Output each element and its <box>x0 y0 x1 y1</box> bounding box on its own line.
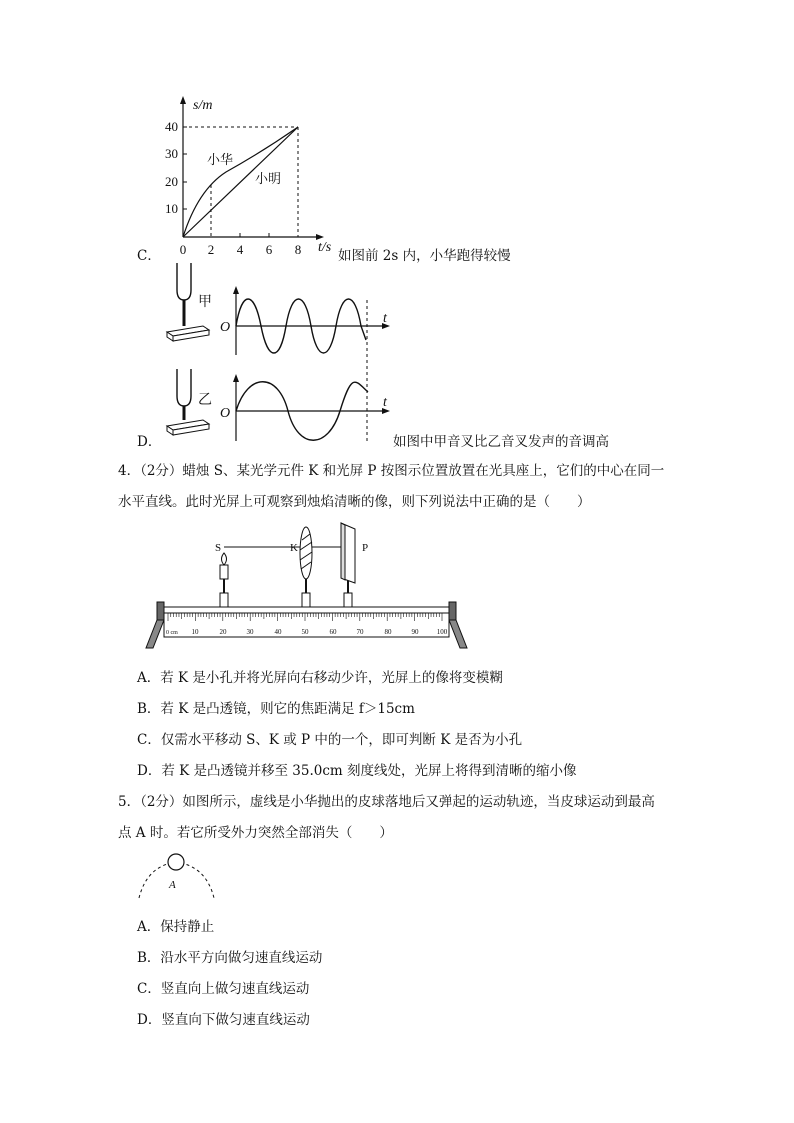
axis-t: t <box>383 395 387 410</box>
x-axis-label: t/s <box>318 240 332 255</box>
scale-tick: 20 <box>219 628 227 636</box>
y-tick: 10 <box>165 201 178 216</box>
ball <box>168 854 184 870</box>
y-axis-label: s/m <box>193 98 213 113</box>
fork-label-jia: 甲 <box>198 295 212 310</box>
scale-tick: 60 <box>329 628 337 636</box>
axis-o: O <box>220 406 231 421</box>
scale-tick: 70 <box>356 628 364 636</box>
option-b: B．沿水平方向做匀速直线运动 <box>137 950 323 966</box>
option-d: D．若 K 是凸透镜并移至 35.0cm 刻度线处，光屏上将得到清晰的缩小像 <box>137 763 577 779</box>
option-d: D．竖直向下做匀速直线运动 <box>137 1012 310 1028</box>
option-letter: D． <box>137 434 162 450</box>
x-tick: 6 <box>265 242 273 257</box>
label-s: S <box>215 542 222 554</box>
question-stem: 5．（2分）如图所示，虚线是小华抛出的皮球落地后又弹起的运动轨迹，当皮球运动到最高 <box>118 794 655 810</box>
label-p: P <box>362 542 369 554</box>
label-k: K <box>290 542 298 554</box>
scale-tick: 50 <box>301 628 309 636</box>
y-tick: 30 <box>165 146 178 161</box>
scale-tick: 80 <box>384 628 392 636</box>
axis-t: t <box>383 311 387 326</box>
axis-o: O <box>220 320 231 335</box>
option-a: A．若 K 是小孔并将光屏向右移动少许，光屏上的像将变模糊 <box>137 670 503 686</box>
scale-unit: 0 cm <box>166 630 178 636</box>
scale-tick: 40 <box>274 628 282 636</box>
x-tick: 4 <box>236 242 244 257</box>
question-stem: 点 A 时。若它所受外力突然全部消失（ ） <box>118 825 393 841</box>
option-letter: C． <box>137 248 161 264</box>
y-tick: 40 <box>165 119 178 134</box>
curve-label-xiaohua: 小华 <box>207 152 234 167</box>
x-tick: 2 <box>207 242 215 257</box>
scale-tick: 90 <box>411 628 419 636</box>
option-caption: 如图前 2s 内，小华跑得较慢 <box>338 248 511 264</box>
option-caption: 如图中甲音叉比乙音叉发声的音调高 <box>393 434 609 450</box>
scale-tick: 30 <box>246 628 254 636</box>
option-c: C．仅需水平移动 S、K 或 P 中的一个，即可判断 K 是否为小孔 <box>137 732 523 748</box>
option-b: B．若 K 是凸透镜，则它的焦距满足 f＞15cm <box>137 701 415 717</box>
x-tick: 8 <box>294 242 302 257</box>
label-a: A <box>169 879 176 891</box>
question-stem: 4．（2分）蜡烛 S、某光学元件 K 和光屏 P 按图示位置放置在光具座上，它们的中心在同一 <box>118 463 665 479</box>
y-tick: 20 <box>165 174 178 189</box>
scale-tick: 10 <box>191 628 199 636</box>
scale-tick: 100 <box>436 628 448 636</box>
option-c: C．竖直向上做匀速直线运动 <box>137 981 310 997</box>
question-stem: 水平直线。此时光屏上可观察到烛焰清晰的像，则下列说法中正确的是（ ） <box>118 494 591 510</box>
x-tick: 0 <box>179 242 187 257</box>
curve-label-xiaoming: 小明 <box>255 171 282 186</box>
option-a: A．保持静止 <box>137 919 215 935</box>
fork-label-yi: 乙 <box>198 393 212 408</box>
